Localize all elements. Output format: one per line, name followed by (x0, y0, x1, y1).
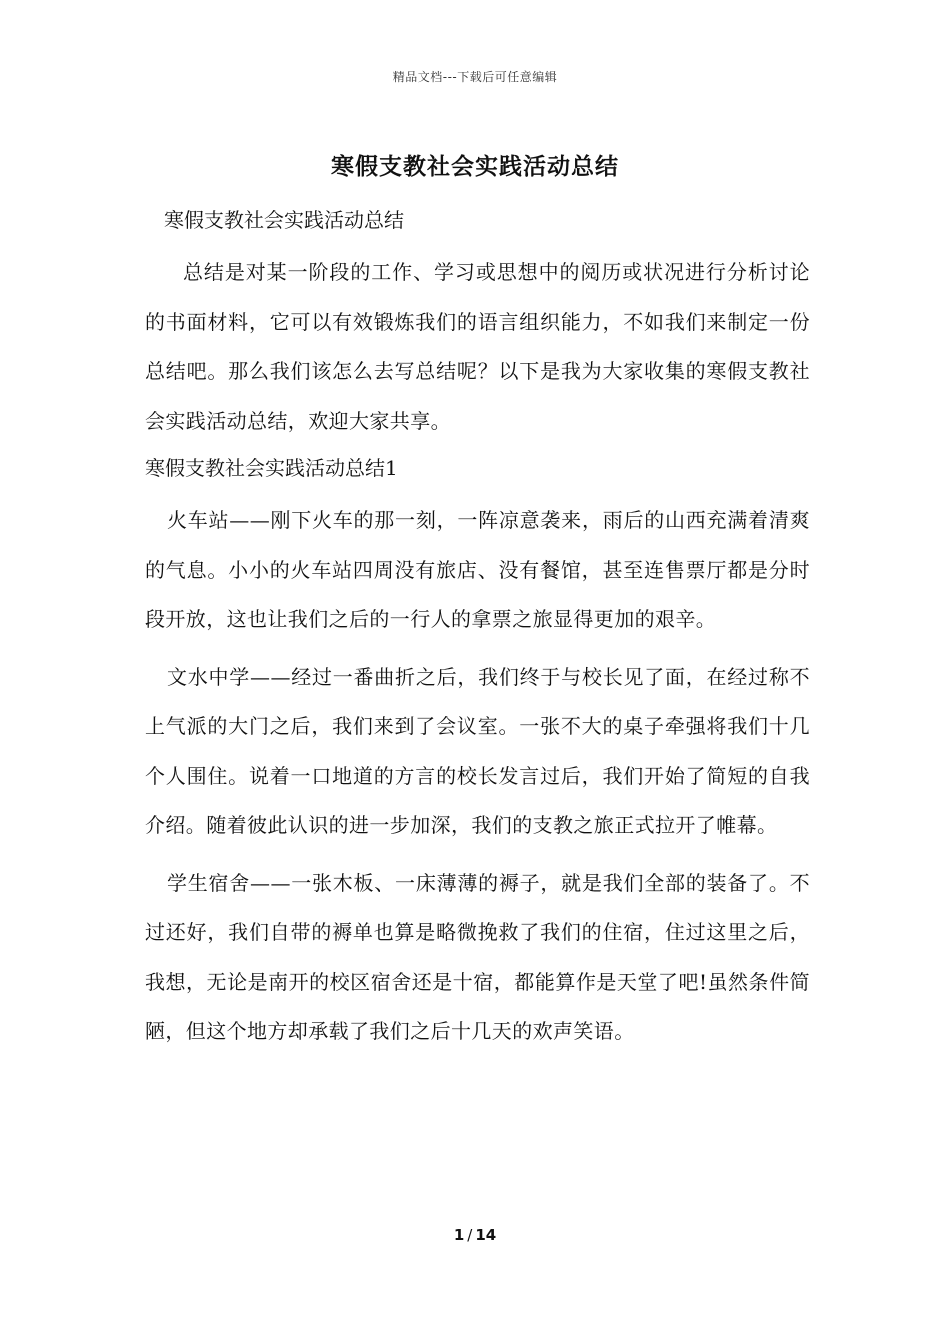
total-pages: 14 (475, 1226, 497, 1244)
document-body (145, 200, 810, 1065)
document-title: 寒假支教社会实践活动总结 (331, 153, 619, 180)
page-number (0, 1226, 950, 1244)
document-subtitle: 寒假支教社会实践活动总结 (164, 208, 404, 232)
page-separator: / (467, 1226, 473, 1244)
paragraph-wenshui-school: 文水中学——经过一番曲折之后，我们终于与校长见了面，在经过称不上气派的大门之后，我们来到了会议室。一张不大的桌子牵强将我们十几个人围住。说着一口地道的方言的校长发言过后，我们开始了简短的自我介绍。随着彼此认识的进一步加深，我们的支教之旅正式拉开了帷幕。 (145, 664, 810, 837)
current-page: 1 (453, 1226, 465, 1244)
paragraph-dormitory: 学生宿舍——一张木板、一床薄薄的褥子，就是我们全部的装备了。不过还好，我们自带的褥单也算是略微挽救了我们的住宿，住过这里之后，我想，无论是南开的校区宿舍还是十宿，都能算作是天堂了吧!虽然条件简陋，但这个地方却承载了我们之后十几天的欢声笑语。 (145, 870, 810, 1043)
section-heading: 寒假支教社会实践活动总结1 (145, 456, 398, 480)
header-note: 精品文档---下载后可任意编辑 (392, 70, 558, 84)
intro-paragraph: 总结是对某一阶段的工作、学习或思想中的阅历或状况进行分析讨论的书面材料，它可以有效锻炼我们的语言组织能力，不如我们来制定一份总结吧。那么我们该怎么去写总结呢？以下是我为大家收集的寒假支教社会实践活动总结，欢迎大家共享。 (145, 260, 810, 433)
paragraph-train-station: 火车站——刚下火车的那一刻，一阵凉意袭来，雨后的山西充满着清爽的气息。小小的火车站四周没有旅店、没有餐馆，甚至连售票厅都是分时段开放，这也让我们之后的一行人的拿票之旅显得更加的艰辛。 (145, 508, 810, 631)
